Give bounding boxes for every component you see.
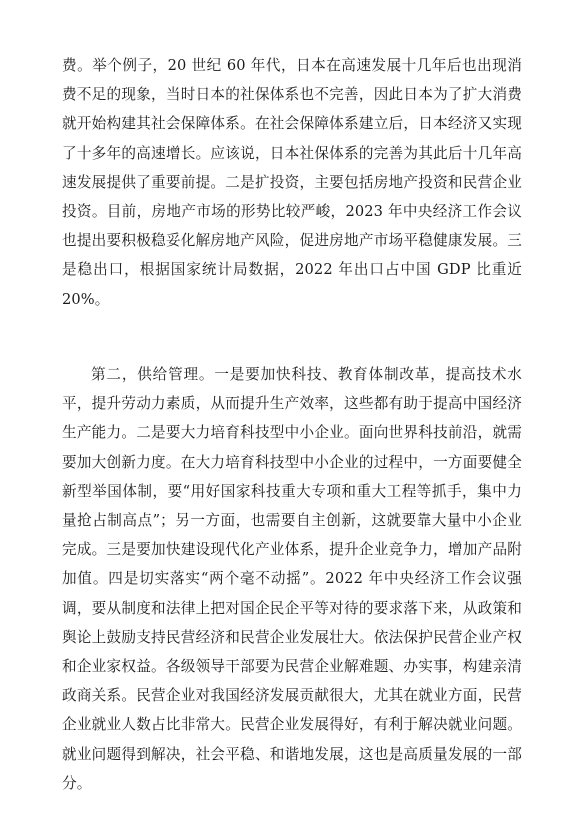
paragraph-demand-management-continued: 费。举个例子，20 世纪 60 年代，日本在高速发展十几年后也出现消费不足的现象，当时日本的社保体系也不完善，因此日本为了扩大消费就开始构建其社会保障体系。在社会保障体系建立后，日本经济又实现了十多年的高速增长。应该说，日本社保体系的完善为其此后十几年高速发展提供了重要前提。二是扩投资，主要包括房地产投资和民营企业投资。目前，房地产市场的形势比较严峻，2023 年中央经济工作会议也提出要积极稳妥化解房地产风险，促进房地产市场平稳健康发展。三是稳出口，根据国家统计局数据，2022 年出口占中国 GDP 比重近 20%。 <box>62 57 522 308</box>
paragraph-supply-management: 第二，供给管理。一是要加快科技、教育体制改革，提高技术水平，提升劳动力素质，从而提升生产效率，这些都有助于提高中国经济生产能力。二是要大力培育科技型中小企业。面向世界科技前沿，就需要加大创新力度。在大力培育科技型中小企业的过程中，一方面要健全新型举国体制，要“用好国家科技重大专项和重大工程等抓手，集中力量抢占制高点”；另一方面，也需要自主创新，这就要靠大量中小企业完成。三是要加快建设现代化产业体系，提升企业竞争力，增加产品附加值。四是切实落实“两个毫不动摇”。2022 年中央经济工作会议强调，要从制度和法律上把对国企民企平等对待的要求落下来，从政策和舆论上鼓励支持民营经济和民营企业发展壮大。依法保护民营企业产权和企业家权益。各级领导干部要为民营企业解难题、办实事，构建亲清政商关系。民营企业对我国经济发展贡献很大，尤其在就业方面，民营企业就业人数占比非常大。民营企业发展得好，有利于解决就业问题。就业问题得到解决，社会平稳、和谐地发展，这也是高质量发展的一部分。 <box>62 366 522 792</box>
